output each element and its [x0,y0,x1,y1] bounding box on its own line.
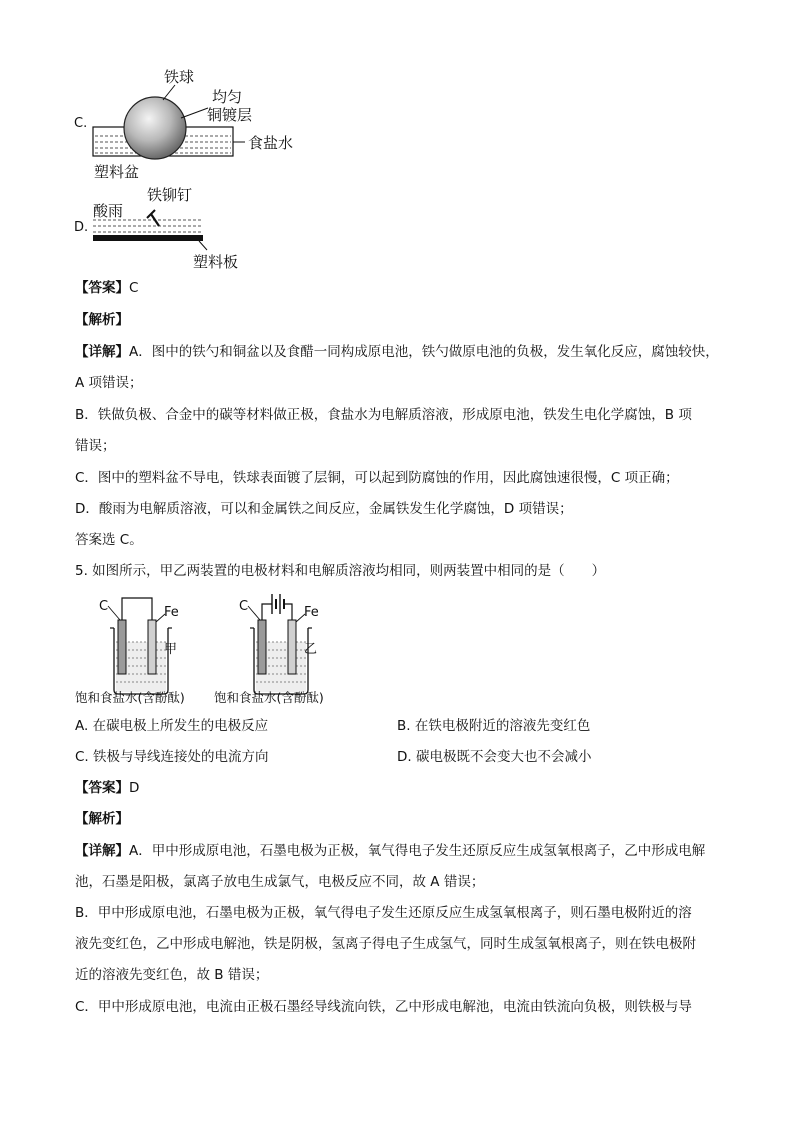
jia-wire [122,598,152,622]
q5-answer-tag: 【答案】 [75,780,129,796]
yi-name-label: 乙 [304,642,318,657]
q5-answer-value: D [129,780,140,796]
yi-wire-right [284,604,292,622]
rain-label: 酸雨 [93,202,124,220]
q5-detail-line-1 [75,839,705,859]
q5-option-c: C. 铁极与导线连接处的电流方向 [75,749,269,765]
q4-detail-line-1 [75,340,719,360]
q4-line-7: 答案选 C。 [75,532,143,548]
coating-label-1: 均匀 [212,88,243,106]
yi-battery [272,594,284,614]
q4-line-5: C．图中的塑料盆不导电，铁球表面镀了层铜，可以起到防腐蚀的作用，因此腐蚀速很慢，C 项正确； [75,470,679,486]
plastic-plate [93,235,203,241]
acid-rain-layer [93,220,203,232]
q5-detail-tag: 【详解】 [75,843,129,859]
q5-option-a: A. 在碳电极上所发生的电极反应 [75,718,269,734]
jia-right-electrode-label: Fe [164,605,179,620]
option-d-label: D. [74,220,89,235]
q5-stem: 5. 如图所示，甲乙两装置的电极材料和电解质溶液均相同，则两装置中相同的是（ ） [75,563,606,579]
jia-left-electrode-label: C [99,599,109,614]
iron-rivet [151,214,159,226]
basin-label: 塑料盆 [94,163,140,181]
q5-line-6: C．甲中形成原电池，电流由正极石墨经导线流向铁，乙中形成电解池，电流由铁流向负极，则铁极与导 [75,999,692,1015]
yi-iron-electrode [288,620,296,674]
rivet-label: 铁铆钉 [147,186,193,204]
q5-option-b: B. 在铁电极附近的溶液先变红色 [397,718,591,734]
q5-option-d: D. 碳电极既不会变大也不会减小 [397,749,592,765]
yi-wire-left [262,604,272,622]
option-d-figure [85,178,285,273]
water-label: 食盐水 [248,134,294,152]
q4-answer [75,276,138,296]
jia-name-label: 甲 [164,642,178,657]
q5-analysis-tag: 【解析】 [75,811,129,827]
plate-label: 塑料板 [193,253,239,271]
q4-answer-value: C [129,280,139,296]
q4-detail-tag: 【详解】 [75,344,129,360]
q4-line-2: A 项错误； [75,375,143,391]
coating-label-2: 铜镀层 [207,106,253,124]
yi-caption: 饱和食盐水(含酚酞) [214,690,324,705]
jia-iron-electrode [148,620,156,674]
q5-line-5: 近的溶液先变红色，故 B 错误； [75,967,269,983]
jia-carbon-electrode [118,620,126,674]
coating-leader [181,108,208,118]
q4-line-4: 错误； [75,438,116,454]
option-c-label: C. [74,116,88,131]
q5-line-4: 液先变红色，乙中形成电解池，铁是阴极，氢离子得电子生成氢气，同时生成氢氧根离子，则在铁电极附 [75,936,696,952]
q4-answer-tag: 【答案】 [75,280,129,296]
jia-caption: 饱和食盐水(含酚酞) [75,690,185,705]
plate-leader [199,241,207,250]
iron-ball [124,97,186,159]
q5-line-1: A．甲中形成原电池，石墨电极为正极，氧气得电子发生还原反应生成氢氧根离子，乙中形成电解 [129,843,706,859]
q4-line-1: A．图中的铁勺和铜盆以及食醋一同构成原电池，铁勺做原电池的负极，发生氧化反应，腐蚀较快， [129,344,719,360]
option-c-figure [85,60,315,185]
ball-label: 铁球 [164,68,195,86]
yi-carbon-electrode [258,620,266,674]
yi-left-electrode-label: C [239,599,249,614]
q4-analysis-tag: 【解析】 [75,312,129,328]
q4-line-6: D．酸雨为电解质溶液，可以和金属铁之间反应，金属铁发生化学腐蚀，D 项错误； [75,501,573,517]
q4-line-3: B．铁做负极、合金中的碳等材料做正极，食盐水为电解质溶液，形成原电池，铁发生电化学腐蚀，B 项 [75,407,692,423]
yi-right-electrode-label: Fe [304,605,319,620]
ball-leader [163,85,175,100]
q5-answer [75,776,139,796]
q5-line-3: B．甲中形成原电池，石墨电极为正极，氧气得电子发生还原反应生成氢氧根离子，则石墨电极附近的溶 [75,905,692,921]
q5-line-2: 池，石墨是阳极，氯离子放电生成氯气，电极反应不同，故 A 错误； [75,874,485,890]
